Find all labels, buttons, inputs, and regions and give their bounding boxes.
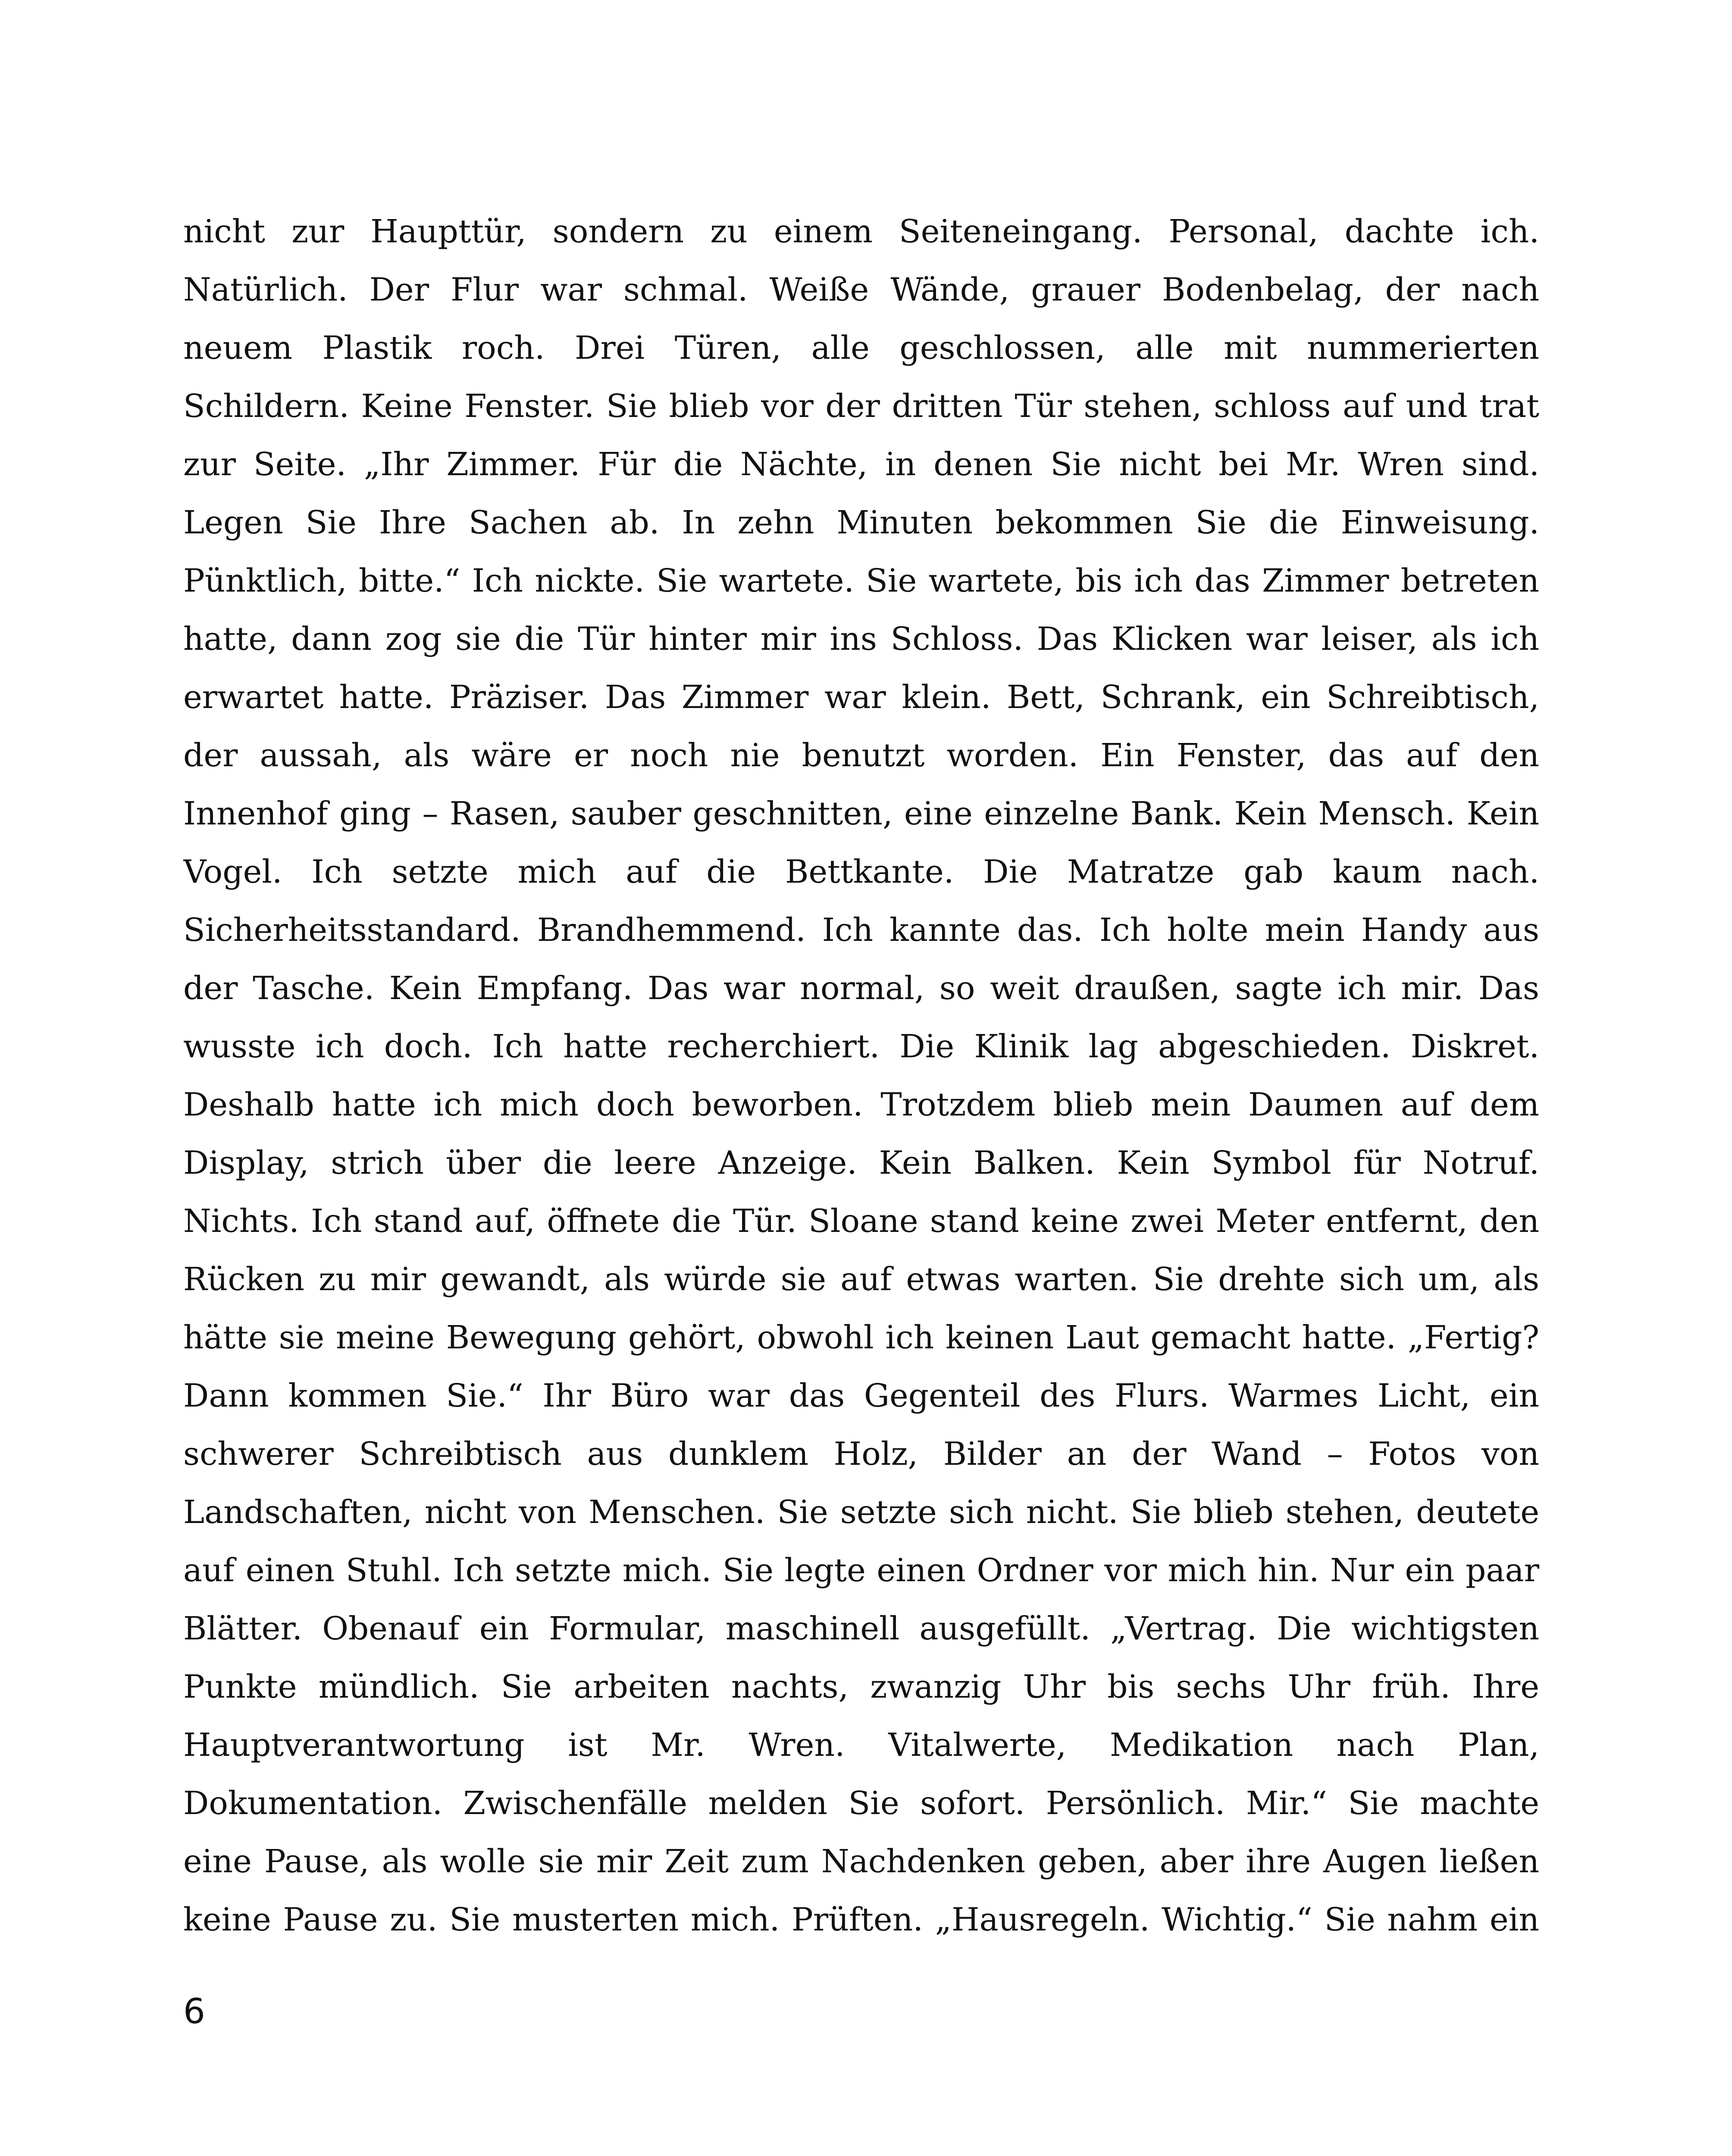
text-line-26: Punkte mündlich. Sie arbeiten nachts, zwanzig Uhr bis sechs Uhr früh. Ihre (183, 1668, 1539, 1705)
text-line-25: Blätter. Obenauf ein Formular, maschinell ausgefüllt. „Vertrag. Die wichtigsten (183, 1610, 1539, 1647)
text-line-14: der Tasche. Kein Empfang. Das war normal, so weit draußen, sagte ich mir. Das (183, 970, 1539, 1007)
text-line-24: auf einen Stuhl. Ich setzte mich. Sie legte einen Ordner vor mich hin. Nur ein paar (183, 1552, 1539, 1589)
text-line-7: Pünktlich, bitte.“ Ich nickte. Sie wartete. Sie wartete, bis ich das Zimmer betreten (183, 562, 1539, 599)
text-line-23: Landschaften, nicht von Menschen. Sie setzte sich nicht. Sie blieb stehen, deutete (183, 1494, 1539, 1531)
body-text (183, 203, 1539, 1949)
page-number: 6 (183, 1991, 205, 2031)
text-line-2: Natürlich. Der Flur war schmal. Weiße Wände, grauer Bodenbelag, der nach (183, 271, 1539, 308)
text-line-3: neuem Plastik roch. Drei Türen, alle geschlossen, alle mit nummerierten (183, 329, 1539, 367)
text-line-15: wusste ich doch. Ich hatte recherchiert. Die Klinik lag abgeschieden. Diskret. (183, 1028, 1539, 1065)
text-line-22: schwerer Schreibtisch aus dunklem Holz, Bilder an der Wand – Fotos von (183, 1435, 1539, 1473)
text-line-8: hatte, dann zog sie die Tür hinter mir ins Schloss. Das Klicken war leiser, als ich (183, 620, 1539, 658)
text-line-4: Schildern. Keine Fenster. Sie blieb vor der dritten Tür stehen, schloss auf und trat (183, 388, 1539, 425)
text-line-28: Dokumentation. Zwischenfälle melden Sie sofort. Persönlich. Mir.“ Sie machte (183, 1785, 1539, 1822)
text-line-1: nicht zur Haupttür, sondern zu einem Seiteneingang. Personal, dachte ich. (183, 213, 1539, 250)
text-line-5: zur Seite. „Ihr Zimmer. Für die Nächte, in denen Sie nicht bei Mr. Wren sind. (183, 446, 1539, 483)
text-line-19: Rücken zu mir gewandt, als würde sie auf etwas warten. Sie drehte sich um, als (183, 1261, 1539, 1298)
text-line-30: keine Pause zu. Sie musterten mich. Prüften. „Hausregeln. Wichtig.“ Sie nahm ein (183, 1901, 1539, 1938)
text-line-10: der aussah, als wäre er noch nie benutzt worden. Ein Fenster, das auf den (183, 737, 1539, 774)
text-line-17: Display, strich über die leere Anzeige. Kein Balken. Kein Symbol für Notruf. (183, 1144, 1539, 1181)
text-line-11: Innenhof ging – Rasen, sauber geschnitten, eine einzelne Bank. Kein Mensch. Kein (183, 795, 1539, 832)
text-line-6: Legen Sie Ihre Sachen ab. In zehn Minuten bekommen Sie die Einweisung. (183, 504, 1539, 541)
text-line-9: erwartet hatte. Präziser. Das Zimmer war klein. Bett, Schrank, ein Schreibtisch, (183, 679, 1539, 716)
text-line-29: eine Pause, als wolle sie mir Zeit zum Nachdenken geben, aber ihre Augen ließen (183, 1843, 1539, 1880)
text-line-13: Sicherheitsstandard. Brandhemmend. Ich kannte das. Ich holte mein Handy aus (183, 912, 1539, 949)
text-line-20: hätte sie meine Bewegung gehört, obwohl ich keinen Laut gemacht hatte. „Fertig? (183, 1319, 1539, 1356)
text-line-21: Dann kommen Sie.“ Ihr Büro war das Gegenteil des Flurs. Warmes Licht, ein (183, 1377, 1539, 1414)
text-line-18: Nichts. Ich stand auf, öffnete die Tür. Sloane stand keine zwei Meter entfernt, den (183, 1203, 1539, 1240)
text-line-27: Hauptverantwortung ist Mr. Wren. Vitalwerte, Medikation nach Plan, (183, 1727, 1539, 1764)
text-line-16: Deshalb hatte ich mich doch beworben. Trotzdem blieb mein Daumen auf dem (183, 1086, 1539, 1123)
text-line-12: Vogel. Ich setzte mich auf die Bettkante. Die Matratze gab kaum nach. (183, 853, 1539, 890)
